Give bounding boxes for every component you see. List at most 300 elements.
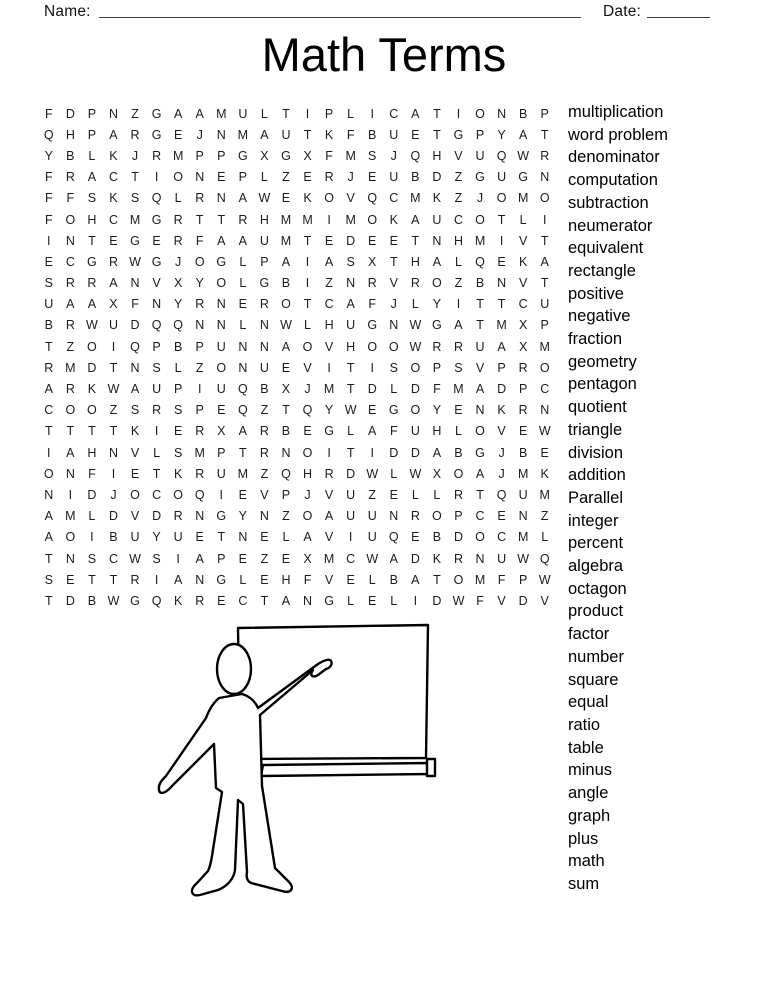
grid-letter: E — [130, 466, 140, 481]
grid-letter: B — [389, 572, 398, 587]
grid-letter: A — [475, 382, 485, 397]
word-list-item: table — [568, 738, 604, 757]
grid-letter: L — [390, 466, 398, 481]
grid-letter: L — [368, 572, 376, 587]
grid-letter: U — [216, 466, 226, 481]
grid-letter: K — [432, 191, 442, 206]
grid-letter: A — [195, 551, 204, 566]
grid-letter: Y — [497, 127, 506, 142]
grid-letter: B — [87, 593, 97, 608]
grid-letter: C — [44, 403, 54, 418]
grid-letter: U — [238, 106, 248, 121]
grid-letter: U — [216, 382, 226, 397]
word-list-item: minus — [568, 761, 613, 780]
grid-letter: B — [518, 106, 528, 121]
grid-letter: P — [518, 572, 528, 587]
grid-letter: T — [497, 212, 506, 227]
grid-letter: R — [173, 509, 183, 524]
grid-letter: V — [130, 509, 140, 524]
grid-letter: W — [538, 424, 551, 439]
grid-letter: A — [303, 530, 312, 545]
grid-letter: R — [44, 360, 54, 375]
grid-letter: O — [281, 297, 291, 312]
grid-letter: I — [111, 339, 116, 354]
grid-letter: X — [432, 466, 442, 481]
grid-letter: S — [87, 551, 97, 566]
grid-letter: X — [217, 424, 226, 439]
grid-letter: L — [304, 318, 311, 333]
grid-letter: T — [346, 445, 355, 460]
word-list-item: neumerator — [568, 216, 653, 235]
grid-letter: J — [347, 170, 354, 185]
grid-letter: R — [108, 254, 118, 269]
word-list — [568, 101, 668, 896]
grid-letter: O — [130, 487, 140, 502]
grid-letter: I — [327, 212, 331, 227]
grid-letter: R — [453, 339, 463, 354]
grid-letter: W — [129, 551, 141, 566]
grid-letter: I — [90, 530, 94, 545]
word-list-item: angle — [568, 784, 609, 803]
grid-letter: O — [453, 572, 464, 587]
grid-letter: J — [175, 254, 182, 269]
grid-letter: A — [109, 127, 118, 142]
grid-letter: C — [540, 382, 550, 397]
grid-letter: X — [281, 382, 291, 397]
grid-letter: K — [130, 424, 140, 439]
page-title: Math Terms — [261, 28, 507, 81]
grid-letter: O — [475, 424, 485, 439]
grid-letter: A — [130, 382, 140, 397]
grid-letter: M — [517, 466, 529, 481]
grid-letter: O — [432, 509, 442, 524]
grid-letter: Q — [151, 191, 162, 206]
grid-letter: T — [540, 127, 549, 142]
grid-letter: U — [44, 297, 54, 312]
word-list-item: computation — [568, 171, 658, 190]
grid-letter: U — [130, 530, 140, 545]
grid-letter: T — [44, 424, 53, 439]
grid-letter: R — [65, 318, 75, 333]
grid-letter: L — [239, 318, 247, 333]
grid-letter: E — [109, 233, 118, 248]
grid-letter: A — [217, 233, 226, 248]
grid-letter: D — [346, 233, 356, 248]
grid-letter: S — [152, 360, 161, 375]
grid-letter: B — [475, 276, 485, 291]
grid-letter: E — [281, 551, 291, 566]
grid-letter: V — [303, 360, 312, 375]
grid-letter: R — [65, 170, 75, 185]
grid-letter: A — [411, 212, 420, 227]
grid-letter: J — [498, 466, 505, 481]
grid-letter: B — [368, 127, 377, 142]
grid-letter: C — [453, 212, 463, 227]
grid-letter: I — [305, 276, 310, 291]
whiteboard-tray-cap — [427, 759, 435, 776]
grid-letter: L — [260, 170, 268, 185]
grid-letter: D — [108, 509, 118, 524]
grid-letter: N — [259, 318, 269, 333]
grid-letter: I — [327, 445, 331, 460]
grid-letter: S — [173, 445, 183, 460]
grid-letter: R — [195, 297, 205, 312]
grid-letter: A — [497, 339, 506, 354]
grid-letter: Y — [432, 403, 442, 418]
grid-letter: K — [518, 254, 528, 269]
grid-letter: I — [47, 233, 51, 248]
grid-letter: T — [389, 254, 398, 269]
grid-letter: T — [476, 318, 484, 333]
grid-letter: U — [367, 509, 377, 524]
grid-letter: T — [433, 106, 441, 121]
grid-letter: Y — [173, 297, 183, 312]
grid-letter: G — [151, 106, 162, 121]
grid-letter: N — [65, 466, 75, 481]
grid-letter: L — [347, 593, 355, 608]
grid-letter: R — [195, 191, 205, 206]
grid-letter: P — [87, 127, 97, 142]
grid-letter: D — [389, 445, 399, 460]
grid-letter: T — [476, 487, 484, 502]
grid-letter: G — [388, 403, 399, 418]
grid-letter: O — [475, 212, 485, 227]
grid-letter: R — [432, 339, 442, 354]
grid-letter: I — [499, 233, 504, 248]
grid-letter: G — [130, 593, 140, 608]
grid-letter: E — [411, 127, 420, 142]
grid-letter: L — [239, 254, 247, 269]
grid-letter: Q — [367, 191, 378, 206]
grid-letter: M — [194, 445, 205, 460]
grid-letter: I — [305, 106, 310, 121]
teacher-head — [217, 644, 251, 694]
grid-letter: A — [87, 297, 97, 312]
grid-letter: H — [281, 572, 291, 587]
grid-letter: O — [173, 487, 184, 502]
grid-letter: L — [390, 593, 398, 608]
grid-letter: U — [259, 360, 269, 375]
grid-letter: T — [346, 382, 355, 397]
grid-letter: F — [44, 106, 53, 121]
grid-letter: T — [346, 360, 355, 375]
grid-letter: N — [281, 445, 291, 460]
grid-letter: N — [130, 276, 140, 291]
grid-letter: M — [323, 382, 335, 397]
grid-letter: D — [432, 170, 442, 185]
grid-letter: P — [454, 509, 463, 524]
grid-letter: Q — [388, 530, 399, 545]
grid-letter: T — [88, 424, 96, 439]
grid-letter: M — [453, 382, 464, 397]
wordsearch-grid — [38, 103, 556, 612]
grid-letter: M — [237, 127, 249, 142]
grid-letter: O — [216, 276, 227, 291]
grid-letter: G — [324, 593, 334, 608]
grid-letter: N — [44, 487, 54, 502]
word-list-item: ratio — [568, 715, 601, 734]
grid-letter: E — [497, 254, 506, 269]
grid-letter: W — [86, 318, 98, 333]
grid-letter: I — [370, 106, 374, 121]
grid-letter: F — [389, 424, 398, 439]
grid-letter: A — [411, 572, 420, 587]
grid-letter: U — [540, 297, 550, 312]
grid-letter: F — [44, 212, 53, 227]
grid-letter: M — [323, 551, 335, 566]
word-list-item: plus — [568, 829, 599, 848]
grid-letter: A — [389, 551, 398, 566]
grid-letter: K — [87, 382, 97, 397]
grid-letter: G — [453, 127, 464, 142]
grid-letter: R — [195, 466, 205, 481]
grid-letter: R — [65, 276, 75, 291]
word-list-item: square — [568, 670, 619, 689]
grid-letter: X — [518, 339, 528, 354]
grid-letter: M — [302, 212, 313, 227]
grid-letter: O — [43, 466, 54, 481]
grid-letter: H — [87, 445, 97, 460]
grid-letter: F — [346, 127, 355, 142]
grid-letter: B — [66, 148, 75, 163]
date-blank-line — [647, 2, 710, 18]
grid-letter: N — [216, 297, 226, 312]
grid-letter: M — [280, 212, 292, 227]
grid-letter: R — [410, 276, 420, 291]
grid-letter: T — [152, 466, 161, 481]
grid-letter: M — [539, 487, 550, 502]
grid-letter: M — [539, 339, 550, 354]
grid-letter: P — [540, 106, 549, 121]
grid-letter: O — [496, 191, 507, 206]
grid-letter: F — [497, 572, 506, 587]
grid-letter: J — [498, 445, 505, 460]
grid-letter: D — [152, 509, 162, 524]
grid-letter: L — [411, 487, 419, 502]
grid-letter: F — [368, 297, 377, 312]
grid-letter: E — [260, 530, 269, 545]
grid-letter: W — [538, 572, 551, 587]
grid-letter: U — [497, 551, 507, 566]
grid-letter: T — [303, 297, 312, 312]
grid-letter: M — [65, 360, 76, 375]
grid-letter: V — [497, 593, 506, 608]
grid-letter: U — [475, 148, 485, 163]
word-list-item: pentagon — [568, 375, 637, 394]
grid-letter: L — [454, 254, 462, 269]
grid-letter: U — [410, 424, 420, 439]
grid-letter: U — [475, 339, 485, 354]
word-list-item: positive — [568, 284, 624, 303]
grid-letter: O — [87, 403, 97, 418]
grid-letter: M — [65, 509, 76, 524]
grid-letter: R — [173, 233, 183, 248]
grid-letter: T — [88, 233, 96, 248]
grid-letter: I — [68, 487, 73, 502]
grid-letter: W — [366, 466, 379, 481]
grid-letter: W — [452, 593, 465, 608]
grid-letter: N — [432, 233, 442, 248]
grid-letter: Z — [66, 339, 75, 354]
grid-letter: D — [367, 382, 377, 397]
grid-letter: X — [518, 318, 528, 333]
grid-letter: A — [281, 339, 291, 354]
grid-letter: M — [129, 212, 141, 227]
grid-letter: D — [87, 360, 97, 375]
grid-letter: A — [281, 593, 291, 608]
grid-letter: N — [475, 403, 485, 418]
grid-letter: G — [87, 254, 97, 269]
grid-letter: P — [475, 127, 485, 142]
grid-letter: U — [108, 318, 118, 333]
grid-letter: S — [44, 572, 53, 587]
grid-letter: R — [453, 551, 463, 566]
grid-letter: E — [281, 360, 291, 375]
grid-letter: D — [410, 382, 420, 397]
grid-letter: F — [433, 382, 441, 397]
grid-letter: J — [196, 127, 203, 142]
grid-letter: O — [475, 530, 485, 545]
grid-letter: M — [517, 191, 529, 206]
grid-letter: F — [303, 572, 312, 587]
grid-letter: Z — [282, 170, 290, 185]
grid-letter: R — [540, 148, 550, 163]
word-list-item: triangle — [568, 420, 623, 439]
grid-letter: E — [217, 593, 226, 608]
grid-letter: D — [87, 487, 97, 502]
grid-letter: N — [303, 593, 313, 608]
word-list-item: algebra — [568, 557, 624, 576]
grid-letter: Q — [496, 487, 507, 502]
grid-letter: N — [238, 339, 248, 354]
grid-letter: O — [453, 466, 464, 481]
grid-letter: G — [216, 254, 227, 269]
grid-letter: M — [280, 233, 292, 248]
grid-letter: J — [304, 382, 311, 397]
grid-letter: Y — [432, 297, 442, 312]
grid-letter: F — [66, 191, 75, 206]
grid-letter: S — [130, 191, 140, 206]
grid-letter: E — [238, 297, 248, 312]
grid-letter: H — [453, 233, 463, 248]
grid-letter: T — [217, 212, 226, 227]
grid-letter: T — [433, 127, 441, 142]
grid-letter: Q — [194, 487, 205, 502]
grid-letter: W — [107, 382, 120, 397]
grid-letter: U — [518, 487, 528, 502]
grid-letter: C — [324, 297, 334, 312]
grid-letter: Z — [454, 191, 463, 206]
grid-letter: M — [172, 148, 184, 163]
grid-letter: I — [327, 360, 331, 375]
grid-letter: U — [367, 530, 377, 545]
grid-letter: Z — [454, 170, 463, 185]
grid-letter: M — [410, 191, 421, 206]
grid-letter: V — [497, 424, 506, 439]
grid-letter: H — [410, 254, 420, 269]
grid-letter: I — [413, 593, 418, 608]
grid-letter: G — [151, 212, 162, 227]
grid-letter: E — [195, 530, 204, 545]
grid-letter: N — [195, 572, 205, 587]
grid-letter: V — [389, 276, 398, 291]
grid-letter: F — [44, 170, 53, 185]
grid-letter: E — [346, 572, 355, 587]
grid-letter: N — [540, 403, 550, 418]
grid-letter: R — [195, 424, 205, 439]
grid-letter: O — [194, 254, 205, 269]
grid-letter: A — [432, 254, 442, 269]
grid-letter: E — [389, 487, 398, 502]
grid-letter: E — [152, 233, 161, 248]
grid-letter: P — [260, 254, 269, 269]
grid-letter: T — [540, 276, 549, 291]
grid-letter: I — [348, 530, 353, 545]
grid-letter: R — [238, 212, 248, 227]
grid-letter: W — [366, 551, 379, 566]
grid-letter: U — [346, 487, 356, 502]
grid-letter: A — [238, 424, 248, 439]
grid-letter: A — [173, 572, 183, 587]
whiteboard — [238, 625, 428, 759]
grid-letter: C — [108, 212, 118, 227]
grid-letter: O — [324, 191, 334, 206]
word-list-item: integer — [568, 511, 619, 530]
word-list-item: math — [568, 852, 605, 871]
grid-letter: I — [370, 360, 374, 375]
grid-letter: N — [108, 445, 118, 460]
grid-letter: W — [129, 254, 141, 269]
grid-letter: P — [324, 106, 334, 121]
word-list-item: geometry — [568, 352, 637, 371]
grid-letter: R — [173, 212, 183, 227]
grid-letter: E — [260, 572, 269, 587]
grid-letter: N — [540, 170, 550, 185]
grid-letter: N — [259, 339, 269, 354]
grid-letter: M — [345, 212, 356, 227]
grid-letter: T — [411, 233, 420, 248]
grid-letter: A — [238, 191, 248, 206]
grid-letter: B — [432, 530, 442, 545]
grid-letter: E — [173, 127, 183, 142]
grid-letter: H — [87, 212, 97, 227]
grid-letter: I — [456, 106, 461, 121]
grid-letter: N — [108, 106, 118, 121]
grid-letter: B — [281, 424, 291, 439]
grid-letter: L — [541, 530, 549, 545]
grid-letter: K — [109, 191, 118, 206]
grid-letter: Q — [475, 254, 485, 269]
grid-letter: V — [518, 276, 528, 291]
grid-letter: T — [195, 212, 204, 227]
grid-letter: O — [87, 339, 97, 354]
grid-letter: G — [216, 509, 227, 524]
grid-letter: M — [517, 530, 529, 545]
grid-letter: Q — [43, 127, 54, 142]
grid-letter: Q — [302, 403, 313, 418]
grid-letter: N — [195, 170, 205, 185]
grid-letter: N — [130, 360, 140, 375]
grid-letter: N — [389, 318, 399, 333]
grid-letter: E — [411, 530, 420, 545]
grid-letter: E — [238, 551, 248, 566]
grid-letter: H — [346, 339, 356, 354]
grid-letter: P — [173, 382, 183, 397]
grid-letter: C — [346, 551, 356, 566]
grid-letter: A — [44, 382, 53, 397]
grid-letter: P — [432, 360, 442, 375]
grid-letter: A — [238, 233, 248, 248]
